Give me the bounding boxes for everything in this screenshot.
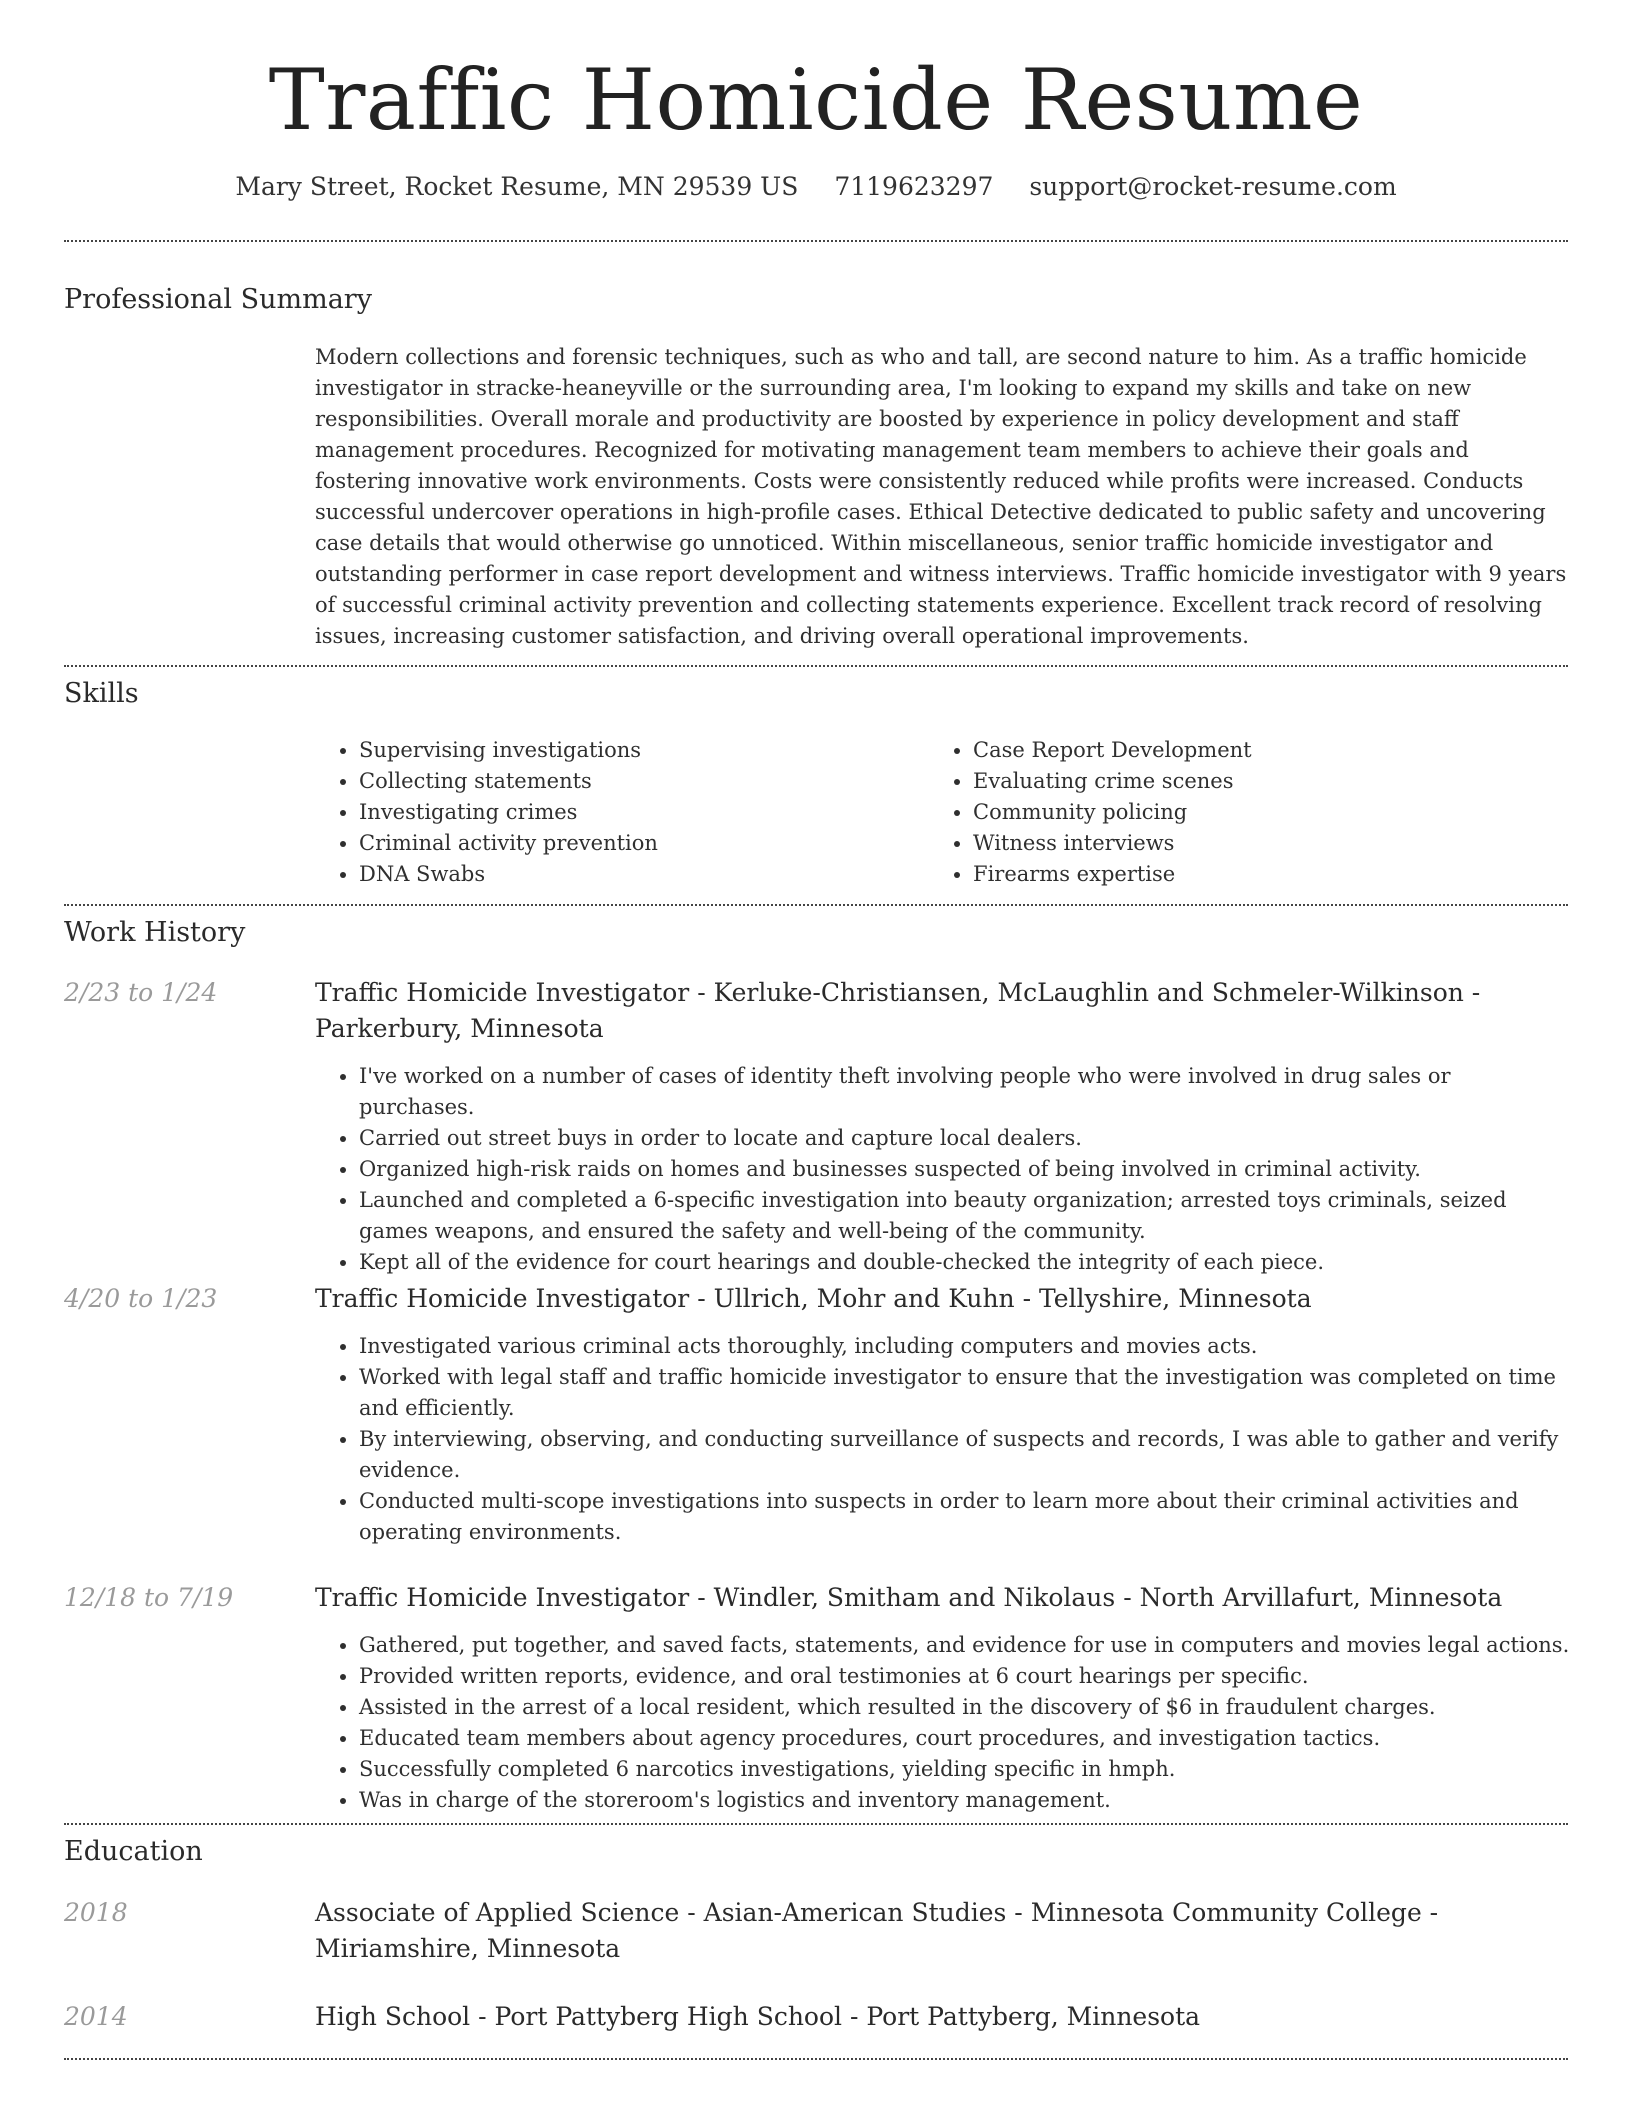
job-bullet: • Provided written reports, evidence, and oral testimonies at 6 court hearings per specific.	[359, 1661, 1571, 1692]
education-details: - Asian-American Studies - Minnesota Community College - Miriamshire, Minnesota	[315, 1898, 1439, 1963]
job-dates: 4/20 to 1/23	[64, 1284, 218, 1313]
job-role: Traffic Homicide Investigator	[315, 1583, 690, 1612]
skill-item: • DNA Swabs	[359, 859, 915, 890]
skills-column-2	[929, 735, 1529, 890]
education-degree: High School	[315, 2002, 471, 2031]
job-bullet: • Worked with legal staff and traffic homicide investigator to ensure that the investigation was completed on time and efficiently.	[359, 1362, 1571, 1424]
job-bullet: • Conducted multi-scope investigations into suspects in order to learn more about their criminal activities and operating environments.	[359, 1486, 1571, 1548]
contact-email: support@rocket-resume.com	[1029, 172, 1397, 201]
summary-text: Modern collections and forensic techniques, such as who and tall, are second nature to him. As a traffic homicide investigator in stracke-heaneyville or the surrounding area, I'm looking to expand my skills and take on new responsibilities. Overall morale and productivity are boosted by experience in policy development and staff management procedures. Recognized for motivating management team members to achieve their goals and fostering innovative work environments. Costs were consistently reduced while profits were increased. Conducts successful undercover operations in high-profile cases. Ethical Detective dedicated to public safety and uncovering case details that would otherwise go unnoticed. Within miscellaneous, senior traffic homicide investigator and outstanding performer in case report development and witness interviews. Traffic homicide investigator with 9 years of successful criminal activity prevention and collecting statements experience. Excellent track record of resolving issues, increasing customer satisfaction, and driving overall operational improvements.	[315, 345, 1567, 648]
skill-item: • Firearms expertise	[973, 859, 1529, 890]
section-title-education: Education	[64, 1836, 203, 1867]
job-bullet: • Educated team members about agency procedures, court procedures, and investigation tactics.	[359, 1723, 1571, 1754]
job-bullet: • Launched and completed a 6-specific investigation into beauty organization; arrested toys criminals, seized games weapons, and ensured the safety and well-being of the community.	[359, 1185, 1571, 1247]
job-bullet: • Successfully completed 6 narcotics investigations, yielding specific in hmph.	[359, 1754, 1571, 1785]
job-employer: - Ullrich, Mohr and Kuhn - Tellyshire, Minnesota	[689, 1284, 1312, 1313]
job-bullet: • Carried out street buys in order to locate and capture local dealers.	[359, 1123, 1571, 1154]
section-title-work: Work History	[64, 917, 246, 948]
section-title-summary: Professional Summary	[64, 284, 372, 315]
job-bullet: • Investigated various criminal acts thoroughly, including computers and movies acts.	[359, 1331, 1571, 1362]
job-role: Traffic Homicide Investigator	[315, 1284, 690, 1313]
job-bullet: • Assisted in the arrest of a local resident, which resulted in the discovery of $6 in fraudulent charges.	[359, 1692, 1571, 1723]
job-heading	[315, 1281, 1571, 1317]
skill-item: • Investigating crimes	[359, 797, 915, 828]
job-bullet: • Gathered, put together, and saved facts, statements, and evidence for use in computers and movies legal actions.	[359, 1630, 1571, 1661]
skills-column-1	[315, 735, 915, 890]
job-bullet: • Organized high-risk raids on homes and businesses suspected of being involved in criminal activity.	[359, 1154, 1571, 1185]
divider	[64, 2058, 1568, 2060]
divider	[64, 904, 1568, 906]
skill-item: • Supervising investigations	[359, 735, 915, 766]
divider	[64, 1823, 1568, 1825]
job-bullet: • By interviewing, observing, and conducting surveillance of suspects and records, I was able to gather and verify evidence.	[359, 1424, 1571, 1486]
job-bullets	[315, 1331, 1571, 1548]
skill-item: • Community policing	[973, 797, 1529, 828]
education-degree: Associate of Applied Science	[315, 1898, 680, 1927]
job-dates: 2/23 to 1/24	[64, 978, 218, 1007]
job-dates: 12/18 to 7/19	[64, 1583, 234, 1612]
contact-phone: 7119623297	[834, 172, 994, 201]
resume-title: Traffic Homicide Resume	[268, 51, 1364, 149]
job-bullets	[315, 1061, 1571, 1278]
divider	[64, 240, 1568, 242]
job-bullets	[315, 1630, 1571, 1816]
job-bullet: • Kept all of the evidence for court hearings and double-checked the integrity of each piece.	[359, 1247, 1571, 1278]
section-title-skills: Skills	[64, 678, 139, 709]
job-employer: - Windler, Smitham and Nikolaus - North Arvillafurt, Minnesota	[689, 1583, 1503, 1612]
job-role: Traffic Homicide Investigator	[315, 978, 690, 1007]
job-heading	[315, 975, 1571, 1047]
education-year: 2018	[64, 1898, 128, 1927]
job-bullet: • I've worked on a number of cases of identity theft involving people who were involved in drug sales or purchases.	[359, 1061, 1571, 1123]
job-employer: - Kerluke-Christiansen, McLaughlin and Schmeler-Wilkinson - Parkerbury, Minnesota	[315, 978, 1481, 1043]
education-year: 2014	[64, 2002, 128, 2031]
education-details: - Port Pattyberg High School - Port Pattyberg, Minnesota	[470, 2002, 1201, 2031]
skill-item: • Collecting statements	[359, 766, 915, 797]
education-entry	[315, 1895, 1571, 1967]
job-bullet: • Was in charge of the storeroom's logistics and inventory management.	[359, 1785, 1571, 1816]
skill-item: • Evaluating crime scenes	[973, 766, 1529, 797]
contact-address: Mary Street, Rocket Resume, MN 29539 US	[235, 172, 799, 201]
education-entry	[315, 1999, 1571, 2035]
contact-line	[0, 170, 1632, 204]
divider	[64, 665, 1568, 667]
job-heading	[315, 1580, 1571, 1616]
skill-item: • Witness interviews	[973, 828, 1529, 859]
skill-item: • Criminal activity prevention	[359, 828, 915, 859]
skill-item: • Case Report Development	[973, 735, 1529, 766]
